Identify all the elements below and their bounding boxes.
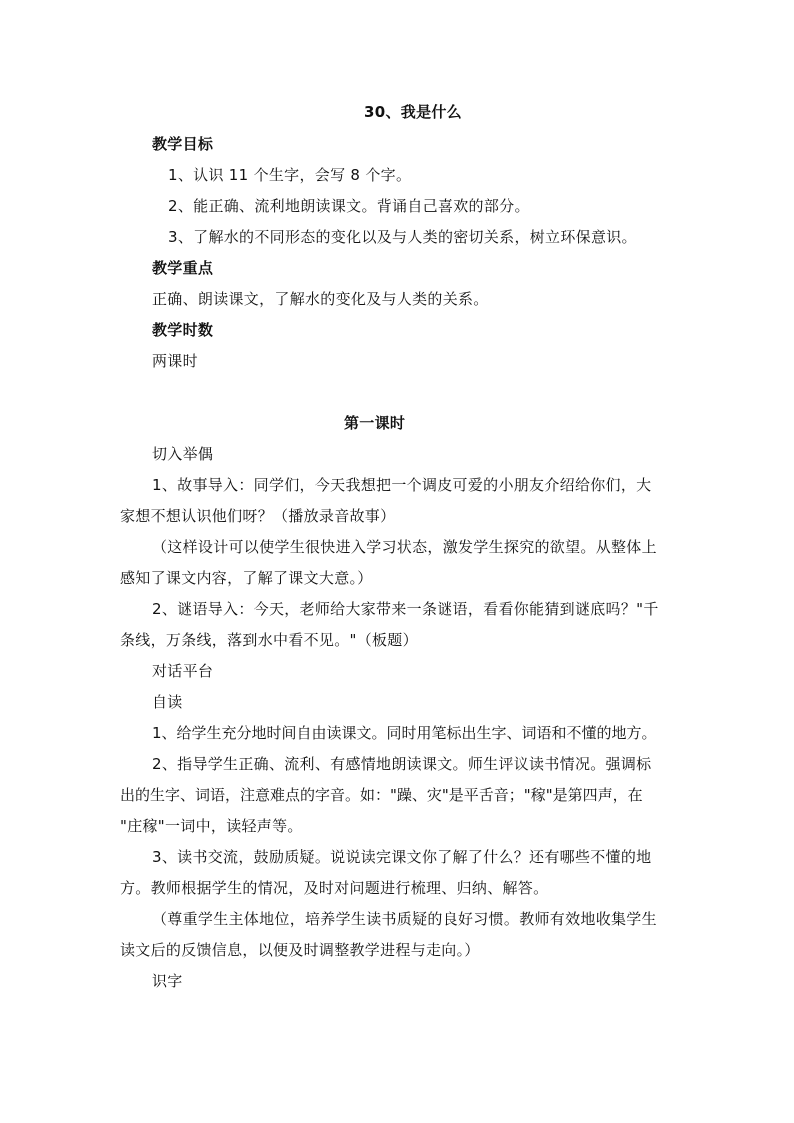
- read-note: （尊重学生主体地位，培养学生读书质疑的良好习惯。教师有效地收集学生: [152, 910, 657, 928]
- key-points-heading: 教学重点: [152, 259, 214, 277]
- hours-text: 两课时: [152, 352, 198, 370]
- intro-note-1-continued: 感知了课文内容，了解了课文大意。）: [120, 569, 373, 587]
- objectives-heading: 教学目标: [152, 135, 214, 153]
- read-item-2-continued: 出的生字、词语，注意难点的字音。如："躁、灾"是平舌音；"稼"是第四声，在: [120, 786, 643, 804]
- document-title: 30、我是什么: [364, 103, 462, 121]
- key-points-text: 正确、朗读课文，了解水的变化及与人类的关系。: [152, 290, 489, 308]
- hours-heading: 教学时数: [152, 321, 214, 339]
- section-heading-selfread: 自读: [152, 693, 183, 711]
- read-item-1: 1、给学生充分地时间自由读课文。同时用笔标出生字、词语和不懂的地方。: [152, 724, 657, 742]
- intro-item-1: 1、故事导入：同学们，今天我想把一个调皮可爱的小朋友介绍给你们，大: [152, 476, 652, 494]
- read-item-2-continued: "庄稼"一词中，读轻声等。: [120, 817, 303, 835]
- objective-item: 1、认识 11 个生字，会写 8 个字。: [168, 166, 412, 184]
- intro-item-2: 2、谜语导入：今天，老师给大家带来一条谜语，看看你能猜到谜底吗？"千: [152, 600, 659, 618]
- objective-item: 3、了解水的不同形态的变化以及与人类的密切关系，树立环保意识。: [168, 228, 637, 246]
- section-heading-intro: 切入举偶: [152, 445, 214, 463]
- intro-item-1-continued: 家想不想认识他们呀？（播放录音故事）: [120, 507, 396, 525]
- section-heading-dialogue: 对话平台: [152, 662, 214, 680]
- read-item-3: 3、读书交流，鼓励质疑。说说读完课文你了解了什么？还有哪些不懂的地: [152, 848, 652, 866]
- objective-item: 2、能正确、流利地朗读课文。背诵自己喜欢的部分。: [168, 197, 530, 215]
- section-heading-literacy: 识字: [152, 972, 183, 990]
- intro-note-1: （这样设计可以使学生很快进入学习状态，激发学生探究的欲望。从整体上: [152, 538, 657, 556]
- intro-item-2-continued: 条线，万条线，落到水中看不见。"（板题）: [120, 631, 418, 649]
- read-item-2: 2、指导学生正确、流利、有感情地朗读课文。师生评议读书情况。强调标: [152, 755, 652, 773]
- lesson1-title: 第一课时: [344, 414, 406, 432]
- read-item-3-continued: 方。教师根据学生的情况，及时对问题进行梳理、归纳、解答。: [120, 879, 549, 897]
- read-note-continued: 读文后的反馈信息，以便及时调整教学进程与走向。）: [120, 941, 480, 959]
